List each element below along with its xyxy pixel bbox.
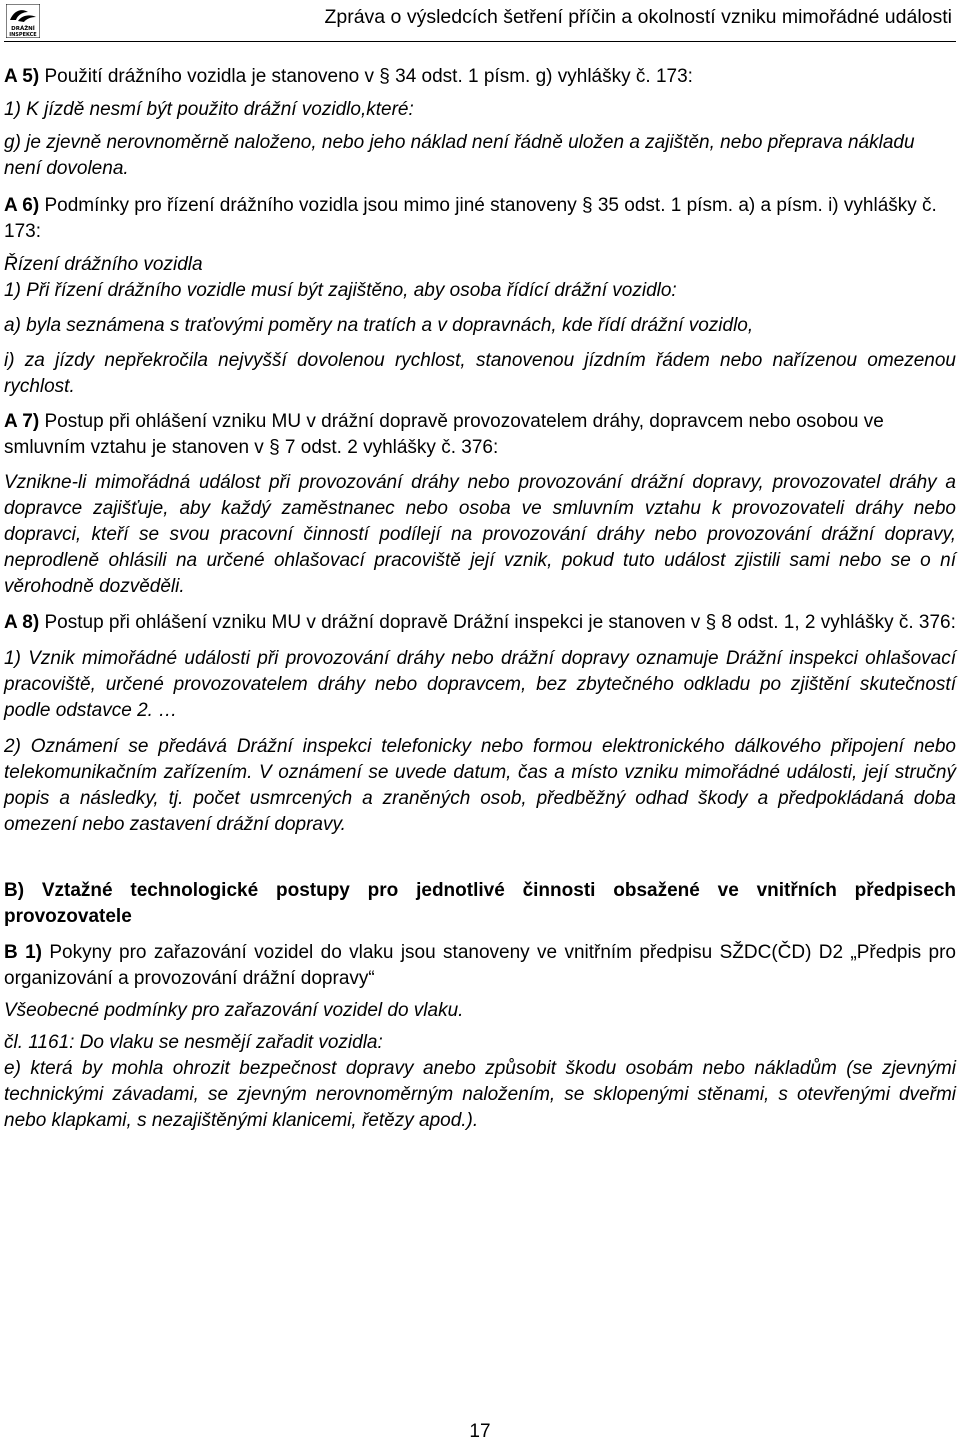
section-a8-heading: A 8) Postup při ohlášení vzniku MU v drážní dopravě Drážní inspekci je stanoven v § 8 odst. 1, 2 vyhlášky č. 376: bbox=[4, 612, 956, 633]
section-a6-line1: 1) Při řízení drážního vozidle musí být zajištěno, aby osoba řídící drážní vozidlo: bbox=[4, 280, 677, 301]
document-title: Zpráva o výsledcích šetření příčin a okolností vzniku mimořádné události bbox=[324, 6, 952, 28]
logo-icon bbox=[6, 4, 40, 38]
section-a7-heading: A 7) Postup při ohlášení vzniku MU v drážní dopravě provozovatelem dráhy, dopravcem nebo osobou ve smluvním vztahu je stanoven v § 7 odst. 2 vyhlášky č. 376: bbox=[4, 411, 884, 458]
section-a5-heading: A 5) Použití drážního vozidla je stanoveno v § 34 odst. 1 písm. g) vyhlášky č. 173: bbox=[4, 66, 693, 87]
svg-text:INSPEKCE: INSPEKCE bbox=[9, 32, 37, 38]
section-a6-line2: a) byla seznámena s traťovými poměry na tratích a v dopravnách, kde řídí drážní vozidlo, bbox=[4, 315, 754, 336]
section-a5-line1: 1) K jízdě nesmí být použito drážní vozidlo,které: bbox=[4, 99, 414, 120]
section-a7-body: Vznikne-li mimořádná událost při provozování dráhy nebo provozování drážní dopravy, provozovatel dráhy a dopravce zajišťuje, aby každý zaměstnanec nebo osoba ve smluvním vztahu k provozovateli dráhy nebo dopravci, kteří se svou pracovní činností podílejí na provozování dráhy nebo provozování drážní dopravy, neprodleně ohlásili na určené ohlašovací pracoviště její vznik, pokud tuto událost zjistili sami nebo se o ní věrohodně dozvěděli. bbox=[4, 472, 956, 597]
section-a8-para2: 2) Oznámení se předává Drážní inspekci telefonicky nebo formou elektronického dálkového připojení nebo telekomunikačním zařízením. V oznámení se uvede datum, čas a místo vzniku mimořádné události, její stručný popis a následky, tj. počet usmrcených a zraněných osob, předběžný odhad škody a předpokládaná doba omezení nebo zastavení drážní dopravy. bbox=[4, 736, 956, 835]
page-header bbox=[0, 0, 960, 48]
section-a5-line2: g) je zjevně nerovnoměrně naloženo, nebo jeho náklad není řádně uložen a zajištěn, nebo přeprava nákladu není dovolena. bbox=[4, 132, 915, 179]
section-a6-line3: i) za jízdy nepřekročila nejvyšší dovolenou rychlost, stanovenou jízdním řádem nebo nařízenou omezenou rychlost. bbox=[4, 350, 956, 397]
section-b-line2: čl. 1161: Do vlaku se nesmějí zařadit vozidla: bbox=[4, 1032, 383, 1053]
section-a6-heading: A 6) Podmínky pro řízení drážního vozidla jsou mimo jiné stanoveny § 35 odst. 1 písm. a) a písm. i) vyhlášky č. 173: bbox=[4, 195, 937, 242]
section-a8-para1: 1) Vznik mimořádné události při provozování dráhy nebo drážní dopravy oznamuje Drážní inspekci ohlašovací pracoviště, určené provozovatelem dráhy nebo dopravcem, bez zbytečného odkladu po zjištění skutečností podle odstavce 2. … bbox=[4, 648, 956, 721]
header-divider bbox=[4, 41, 956, 42]
page-number: 17 bbox=[469, 1421, 491, 1442]
svg-text:DRÁŽNÍ: DRÁŽNÍ bbox=[11, 26, 35, 32]
document-body bbox=[4, 64, 956, 1134]
section-a6-title: Řízení drážního vozidla bbox=[4, 254, 203, 275]
section-b1-heading: B 1) Pokyny pro zařazování vozidel do vlaku jsou stanoveny ve vnitřním předpisu SŽDC(ČD) D2 „Předpis pro organizování a provozování drážní dopravy“ bbox=[4, 942, 956, 989]
drazni-inspekce-logo bbox=[6, 4, 40, 38]
section-b-line3: e) která by mohla ohrozit bezpečnost dopravy anebo způsobit škodu osobám nebo nákladům (se zjevnými technickými závadami, se zjevným nerovnoměrným naložením, se sklopenými stěnami, s otevřenými dveřmi nebo klapkami, s nezajištěnými klanicemi, řetězy apod.). bbox=[4, 1058, 956, 1131]
section-b-line1: Všeobecné podmínky pro zařazování vozidel do vlaku. bbox=[4, 1000, 464, 1021]
section-b-heading: B) Vztažné technologické postupy pro jednotlivé činnosti obsažené ve vnitřních předpisech provozovatele bbox=[4, 880, 956, 927]
